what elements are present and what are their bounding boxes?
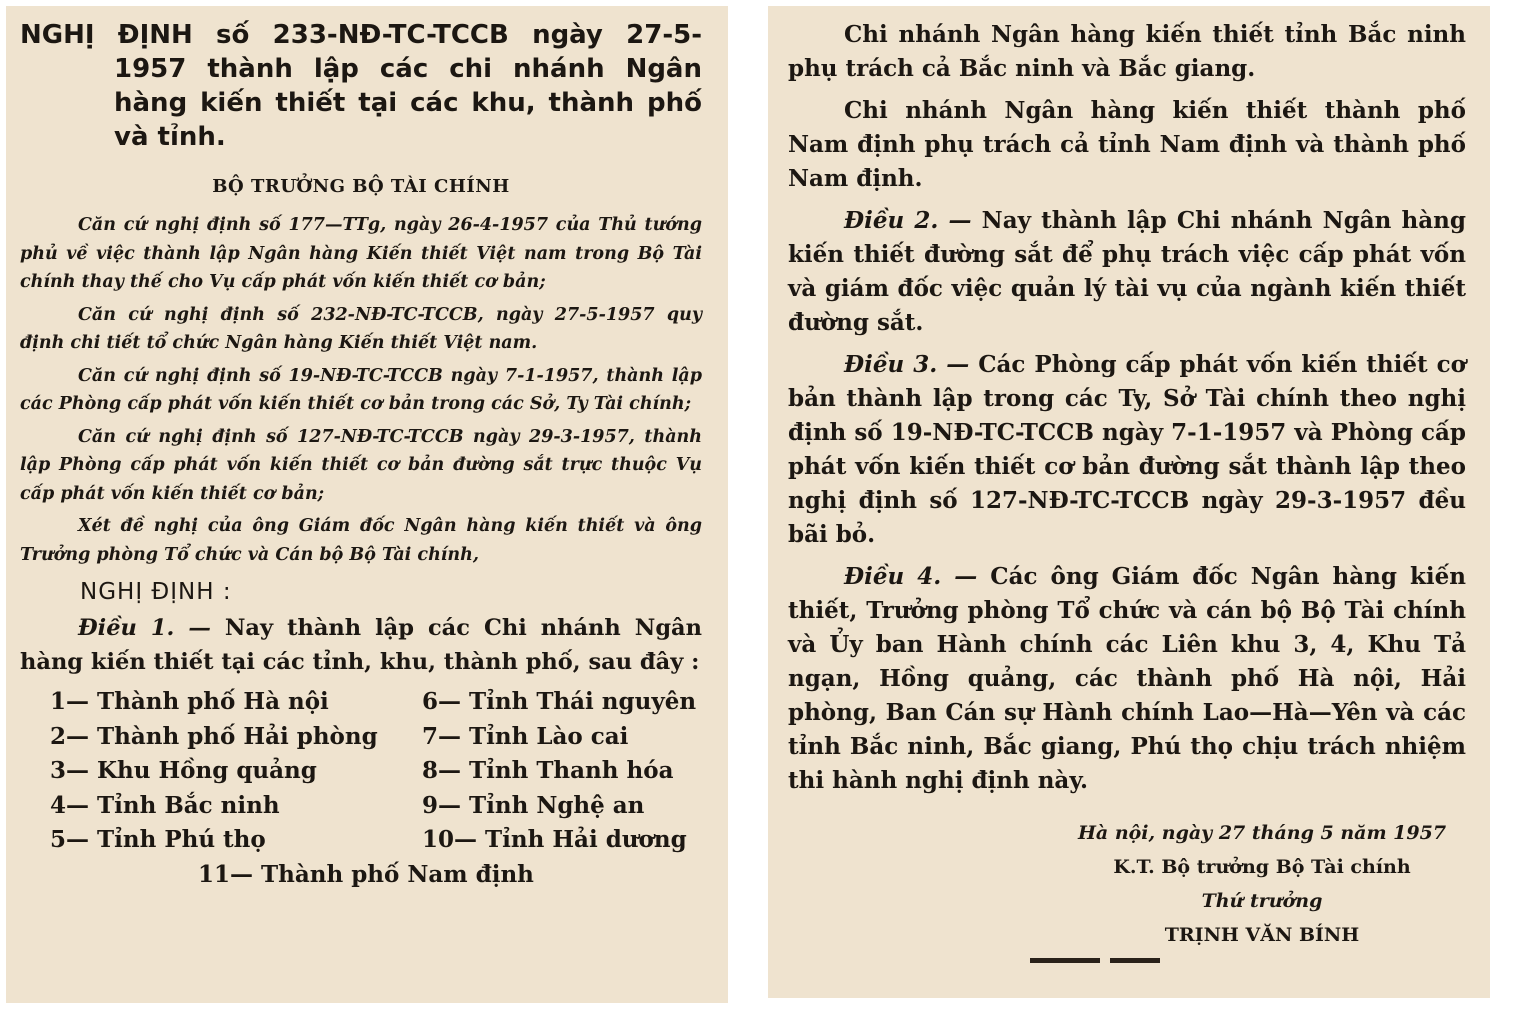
article-2-text: Nay thành lập Chi nhánh Ngân hàng kiến thiết đường sắt để phụ trách việc cấp phát vốn và giám đốc việc quản lý tài vụ của ngành kiến thiết đường sắt. [788,207,1466,336]
list-item: 3— Khu Hồng quảng [50,757,317,784]
list-item: 1— Thành phố Hà nội [50,688,329,715]
article-4-label: Điều 4. — [844,563,978,590]
list-item: 6— Tỉnh Thái nguyên [422,688,697,715]
decree-title: NGHỊ ĐỊNH số 233-NĐ-TC-TCCB ngày 27-5-1957 thành lập các chi nhánh Ngân hàng kiến thiết tại các khu, thành phố và tỉnh. [20,20,702,152]
signature-block [1058,816,1466,952]
paragraph-bac-ninh: Chi nhánh Ngân hàng kiến thiết tỉnh Bắc ninh phụ trách cả Bắc ninh và Bắc giang. [788,21,1466,82]
closing-rule [1030,958,1100,963]
preamble-paragraph: Căn cứ nghị định số 232-NĐ-TC-TCCB, ngày 27-5-1957 quy định chi tiết tổ chức Ngân hàng Kiến thiết Việt nam. [20,304,702,353]
article-3-label: Điều 3. — [844,351,970,378]
decree-heading: NGHỊ ĐỊNH : [80,579,232,605]
list-item: 7— Tỉnh Lào cai [422,722,629,750]
left-page [6,6,728,1003]
preamble [20,211,702,569]
closing-rule [1110,958,1160,963]
preamble-paragraph: Xét đề nghị của ông Giám đốc Ngân hàng kiến thiết và ông Trưởng phòng Tổ chức và Cán bộ Bộ Tài chính, [20,516,702,565]
article-1-label: Điều 1. — [78,615,211,641]
article-1 [20,611,702,679]
preamble-paragraph: Căn cứ nghị định số 19-NĐ-TC-TCCB ngày 7-1-1957, thành lập các Phòng cấp phát vốn kiến thiết cơ bản trong các Sở, Ty Tài chính; [20,365,702,414]
list-item: 4— Tỉnh Bắc ninh [50,791,280,819]
article-3 [788,348,1466,552]
list-item: 2— Thành phố Hải phòng [50,722,378,750]
list-item: 11— Thành phố Nam định [198,860,534,888]
article-4 [788,560,1466,798]
sign-on-behalf: K.T. Bộ trưởng Bộ Tài chính [1113,856,1411,878]
paragraph-nam-dinh: Chi nhánh Ngân hàng kiến thiết thành phố Nam định phụ trách cả tỉnh Nam định và thành phố Nam định. [788,97,1466,192]
article-1-text: Nay thành lập các Chi nhánh Ngân hàng kiến thiết tại các tỉnh, khu, thành phố, sau đây : [20,615,702,675]
branch-list [50,685,702,892]
article-4-text: Các ông Giám đốc Ngân hàng kiến thiết, Trưởng phòng Tổ chức và cán bộ Bộ Tài chính và Ủy ban Hành chính các Liên khu 3, 4, Khu Tả ngạn, Hồng quảng, các thành phố Hà nội, Hải phòng, Ban Cán sự Hành chính Lao—Hà—Yên và các tỉnh Bắc ninh, Bắc giang, Phú thọ chịu trách nhiệm thi hành nghị định này. [788,563,1466,794]
sign-role: Thứ trưởng [1201,890,1323,912]
list-item: 9— Tỉnh Nghệ an [422,791,645,819]
signer-name: TRỊNH VĂN BÍNH [1164,924,1360,946]
list-item: 10— Tỉnh Hải dương [422,826,687,853]
article-2 [788,204,1466,340]
preamble-paragraph: Căn cứ nghị định số 177—TTg, ngày 26-4-1957 của Thủ tướng phủ về việc thành lập Ngân hàng Kiến thiết Việt nam trong Bộ Tài chính thay thế cho Vụ cấp phát vốn kiến thiết cơ bản; [20,215,702,292]
article-3-text: Các Phòng cấp phát vốn kiến thiết cơ bản thành lập trong các Ty, Sở Tài chính theo nghị định số 19-NĐ-TC-TCCB ngày 7-1-1957 và Phòng cấp phát vốn kiến thiết cơ bản đường sắt thành lập theo nghị định số 127-NĐ-TC-TCCB ngày 29-3-1957 đều bãi bỏ. [788,351,1466,548]
issuer-heading: BỘ TRƯỞNG BỘ TÀI CHÍNH [212,176,510,197]
right-page [768,6,1490,998]
list-item: 8— Tỉnh Thanh hóa [422,757,674,784]
article-2-label: Điều 2. — [844,207,972,234]
sign-place-date: Hà nội, ngày 27 tháng 5 năm 1957 [1077,822,1447,844]
list-item: 5— Tỉnh Phú thọ [50,826,266,853]
preamble-paragraph: Căn cứ nghị định số 127-NĐ-TC-TCCB ngày 29-3-1957, thành lập Phòng cấp phát vốn kiến thiết cơ bản đường sắt trực thuộc Vụ cấp phát vốn kiến thiết cơ bản; [20,426,702,504]
